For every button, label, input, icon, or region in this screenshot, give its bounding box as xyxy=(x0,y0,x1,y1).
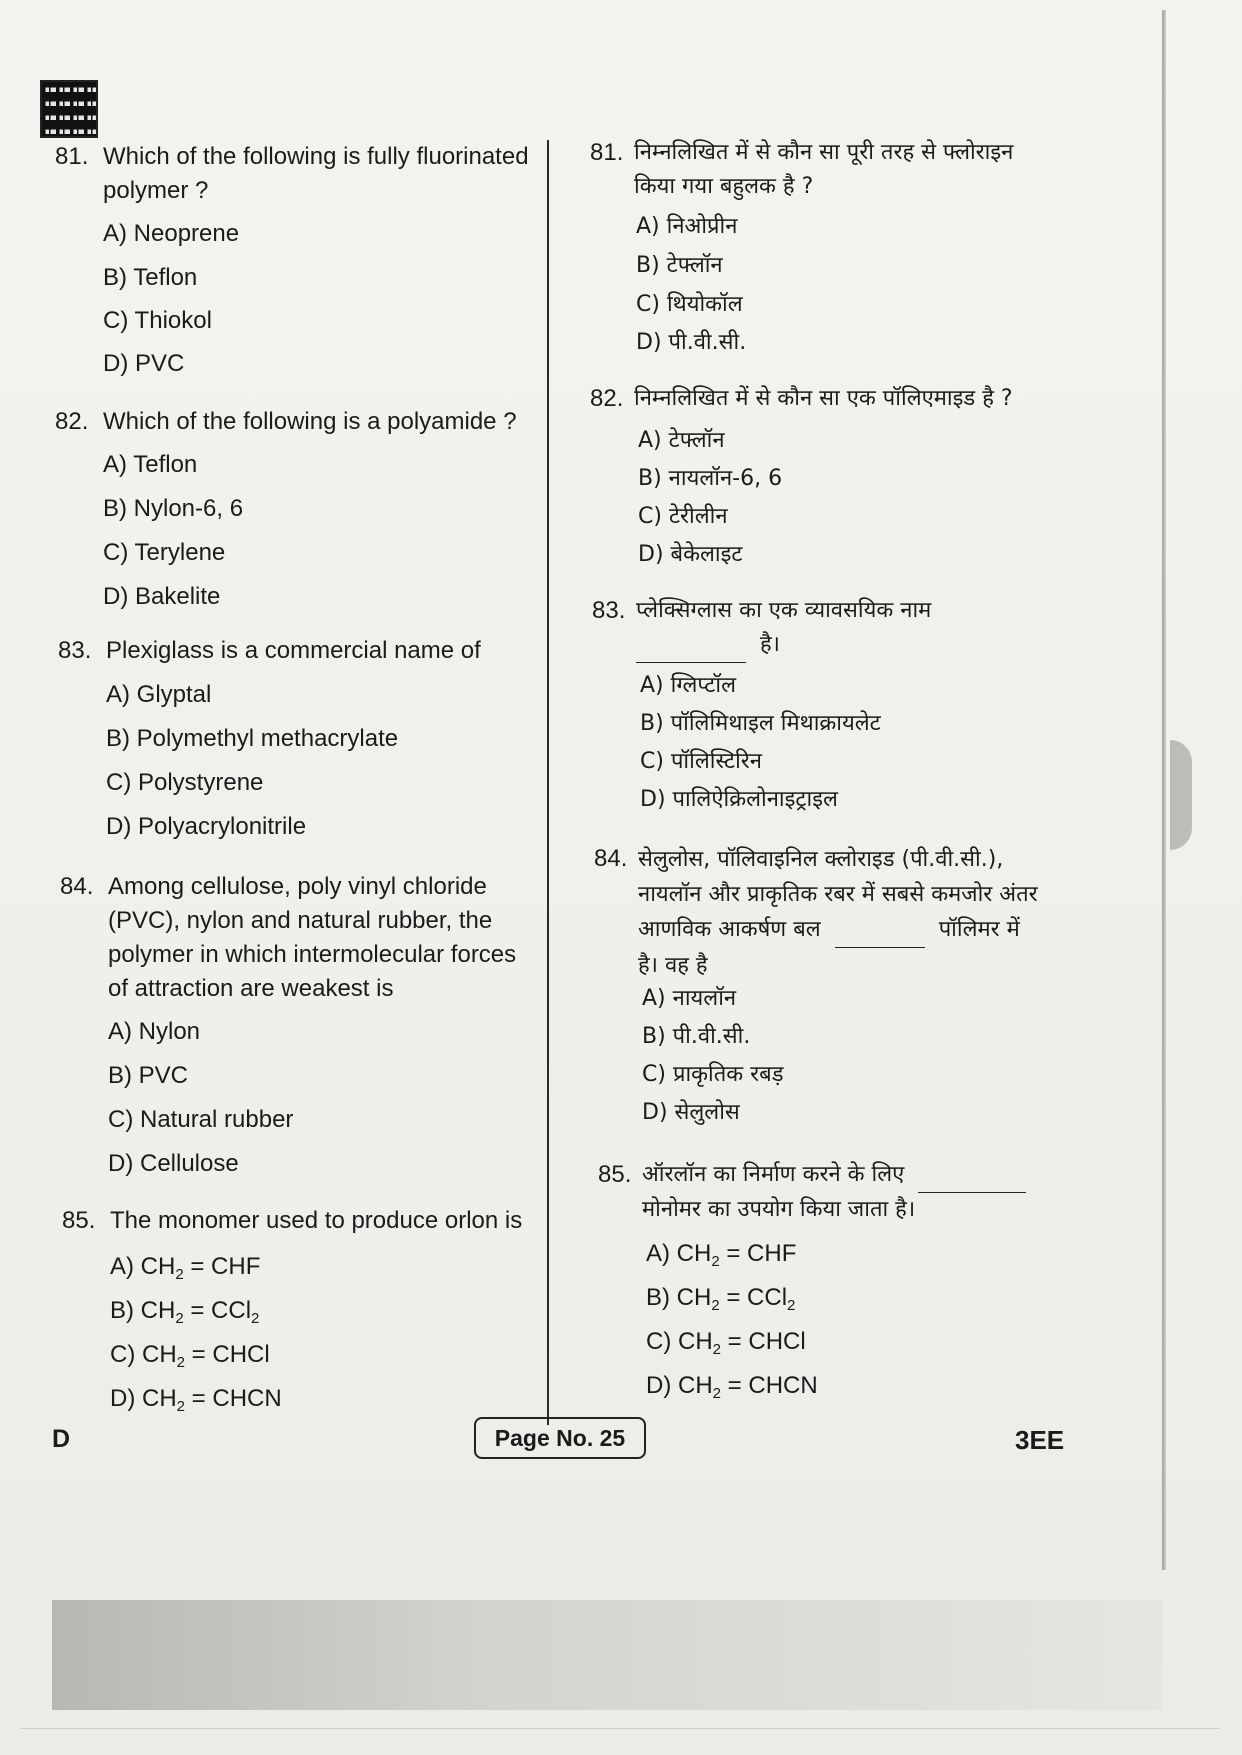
question-text: Which of the following is fully fluorinated polymer ? xyxy=(103,143,529,204)
question-text: निम्नलिखित में से कौन सा पूरी तरह से फ्लोराइन किया गया बहुलक है ? xyxy=(634,140,1014,199)
option-c: C) Terylene xyxy=(103,539,226,566)
column-divider xyxy=(547,140,549,1425)
option-d: D) बेकेलाइट xyxy=(638,542,743,567)
question-number: 81. xyxy=(590,139,624,166)
question-text: Plexiglass is a commercial name of xyxy=(106,637,481,664)
option-b: B) नायलॉन-6, 6 xyxy=(638,466,783,491)
option-a: A) टेफ्लॉन xyxy=(638,428,725,453)
option-d: D) पी.वी.सी. xyxy=(636,330,747,355)
option-c: C) Polystyrene xyxy=(106,769,264,796)
option-b: B) $CH_2 = CCl_2$ xyxy=(646,1284,796,1314)
option-c: C) थियोकॉल xyxy=(636,292,743,317)
option-b: B) $CH_2 = CCl_2$ xyxy=(110,1297,260,1327)
question-text: The monomer used to produce orlon is xyxy=(110,1207,523,1234)
question-text: Among cellulose, poly vinyl chloride (PVC), nylon and natural rubber, the polymer in which intermolecular forces of attraction are weakest is xyxy=(108,873,517,1002)
question-number: 84. xyxy=(60,873,94,900)
option-d: D) Cellulose xyxy=(108,1150,239,1177)
option-c: C) प्राकृतिक रबड़ xyxy=(642,1062,784,1087)
option-a: A) निओप्रीन xyxy=(636,214,738,239)
option-d: D) पालिऐक्रिलोनाइट्राइल xyxy=(640,787,838,812)
option-d: D) PVC xyxy=(103,350,185,377)
option-c: C) Natural rubber xyxy=(108,1106,294,1133)
option-b: B) Teflon xyxy=(103,264,198,291)
option-a: A) नायलॉन xyxy=(642,986,737,1011)
question-number: 81. xyxy=(55,143,89,170)
booklet-series: D xyxy=(52,1425,71,1453)
option-d: D) Polyacrylonitrile xyxy=(106,813,307,840)
question-text: सेलुलोस, पॉलिवाइनिल क्लोराइड (पी.वी.सी.), नायलॉन और प्राकृतिक रबर में सबसे कमजोर अंतर आणविक आकर्षण बल पॉलिमर में है। वह है xyxy=(638,847,1038,978)
option-d: D) $CH_2$ = CHCN xyxy=(646,1372,818,1402)
option-a: A) ग्लिप्टॉल xyxy=(640,673,737,698)
question-number: 84. xyxy=(594,845,628,872)
question-number: 85. xyxy=(598,1161,632,1188)
question-text: ऑरलॉन का निर्माण करने के लिए मोनोमर का उपयोग किया जाता है। xyxy=(642,1158,1026,1227)
page-number: Page No. 25 xyxy=(474,1417,646,1459)
option-c: C) $CH_2$ = CHCl xyxy=(110,1341,270,1371)
option-c: C) $CH_2$ = CHCl xyxy=(646,1328,806,1358)
option-a: A) Teflon xyxy=(103,451,198,478)
option-a: A) $CH_2$ = CHF xyxy=(110,1253,261,1283)
option-c: C) पॉलिस्टिरिन xyxy=(640,749,762,774)
answer-blank xyxy=(918,1158,1026,1193)
scan-shadow xyxy=(52,1600,1162,1710)
page-tab-mark xyxy=(1170,740,1192,850)
option-a: A) Glyptal xyxy=(106,681,212,708)
option-b: B) PVC xyxy=(108,1062,189,1089)
option-d: D) सेलुलोस xyxy=(642,1100,740,1125)
paper-code: 3EE xyxy=(1015,1425,1065,1455)
question-number: 82. xyxy=(55,408,89,435)
question-text: निम्नलिखित में से कौन सा एक पॉलिएमाइड है ? xyxy=(634,386,1013,411)
option-b: B) टेफ्लॉन xyxy=(636,253,723,278)
question-text: प्लेक्सिग्लास का एक व्यावसयिक नाम है। xyxy=(636,594,931,663)
answer-blank xyxy=(835,912,925,948)
scan-edge xyxy=(20,1728,1220,1729)
option-c: C) Thiokol xyxy=(103,307,212,334)
question-number: 83. xyxy=(592,597,626,624)
question-number: 82. xyxy=(590,385,624,412)
option-d: D) Bakelite xyxy=(103,583,221,610)
question-text: Which of the following is a polyamide ? xyxy=(103,408,517,435)
qr-code xyxy=(40,80,98,138)
option-c: C) टेरीलीन xyxy=(638,504,728,529)
option-b: B) पी.वी.सी. xyxy=(642,1024,751,1049)
option-b: B) Polymethyl methacrylate xyxy=(106,725,399,752)
page-edge-shadow xyxy=(1162,10,1166,1570)
option-a: A) Nylon xyxy=(108,1018,201,1045)
answer-blank xyxy=(636,628,746,663)
option-d: D) $CH_2$ = CHCN xyxy=(110,1385,282,1415)
option-b: B) पॉलिमिथाइल मिथाक्रायलेट xyxy=(640,711,881,736)
question-number: 83. xyxy=(58,637,92,664)
option-b: B) Nylon-6, 6 xyxy=(103,495,244,522)
option-a: A) Neoprene xyxy=(103,220,240,247)
question-number: 85. xyxy=(62,1207,96,1234)
option-a: A) $CH_2$ = CHF xyxy=(646,1240,797,1270)
